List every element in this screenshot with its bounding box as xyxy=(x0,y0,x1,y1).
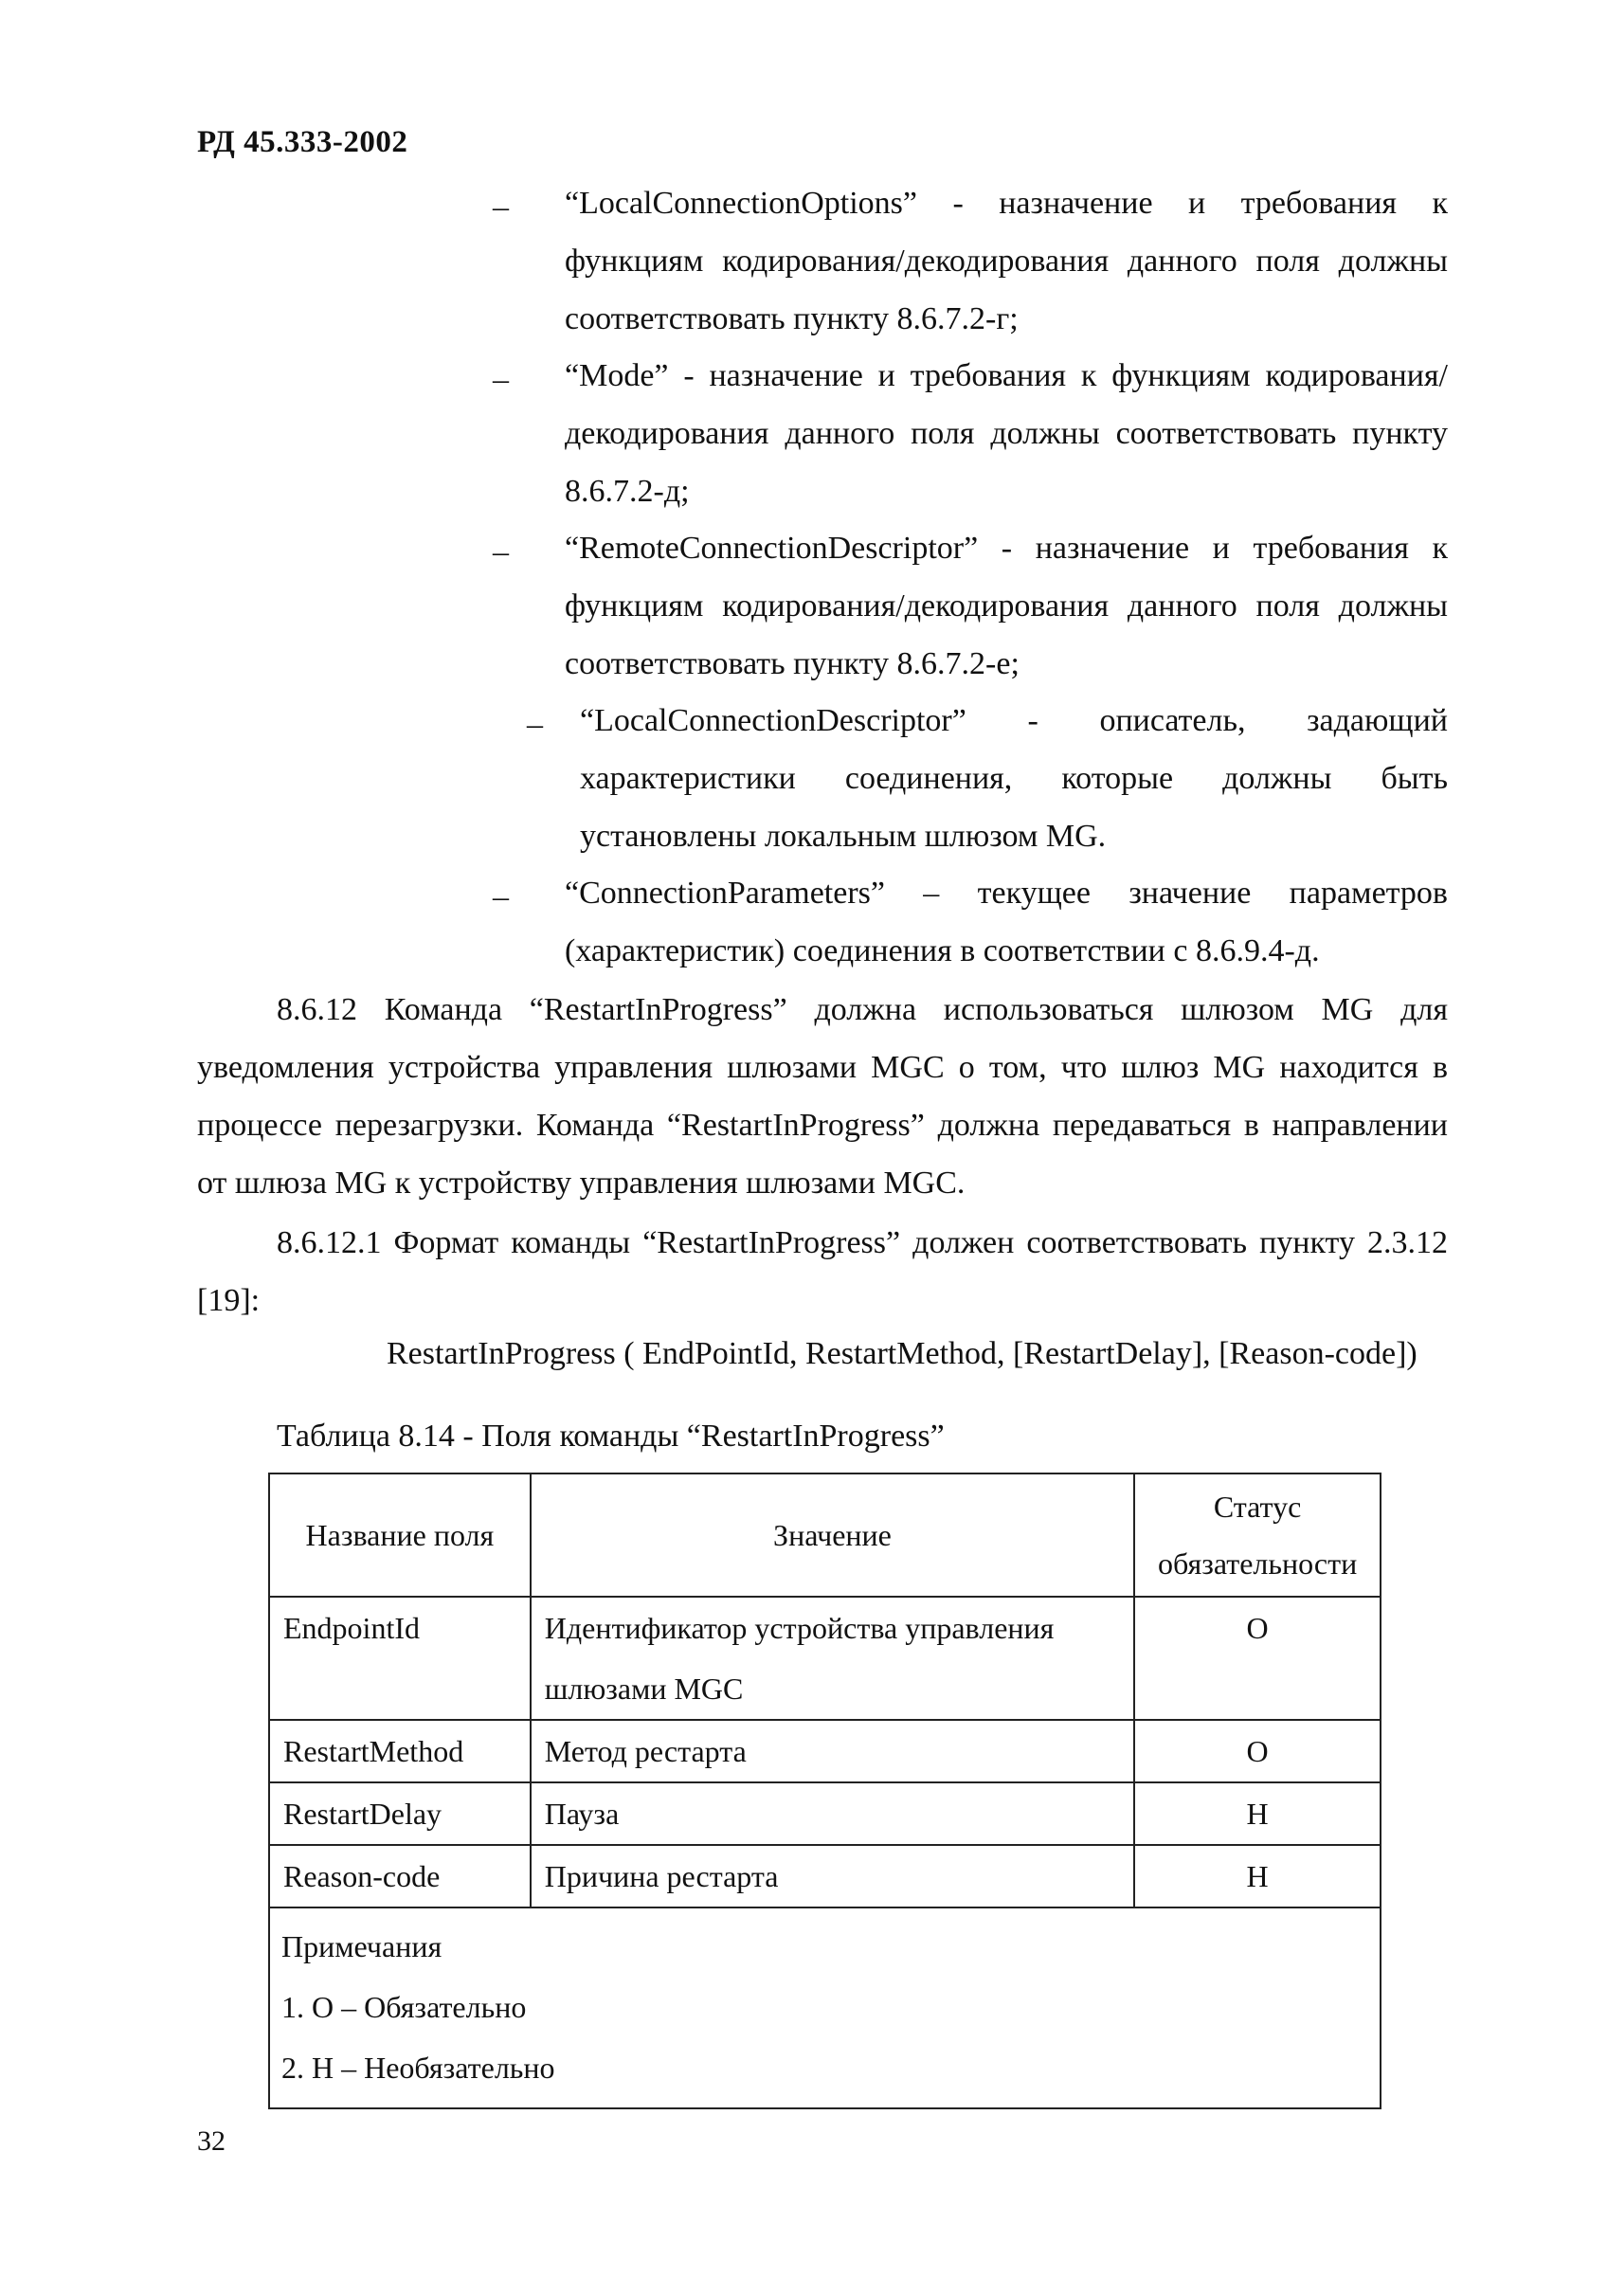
page-number: 32 xyxy=(197,2125,226,2157)
notes-title: Примечания xyxy=(281,1929,442,1963)
bullet-item-connection-parameters: “ConnectionParameters” – текущее значение параметров (характеристик) соединения в соответствии с 8.6.9.4-д. xyxy=(565,876,1448,968)
table-row xyxy=(269,1845,1381,1907)
row-status: Н xyxy=(1134,1782,1381,1845)
row-meaning: Причина рестарта xyxy=(531,1845,1134,1907)
bullet-item-mode: “Mode” - назначение и требования к функциям кодирования/декодирования данного поля должны соответствовать пункту 8.6.7.2-д; xyxy=(565,358,1448,509)
paragraph-8-6-12-1-text: 8.6.12.1 Формат команды “RestartInProgress” должен соответствовать пункту 2.3.12 [19]: xyxy=(197,1225,1448,1318)
row-field: EndpointId xyxy=(269,1597,531,1720)
document-id-header: РД 45.333-2002 xyxy=(197,125,408,159)
paragraph-8-6-12-text: 8.6.12 Команда “RestartInProgress” должна использоваться шлюзом MG для уведомления устройства управления шлюзами MGC о том, что шлюз MG находится в процессе перезагрузки. Команда “RestartInProgress” должна передаваться в направлении от шлюза MG к устройству управления шлюзами MGC. xyxy=(197,992,1448,1201)
table-row xyxy=(269,1720,1381,1782)
restart-fields-table xyxy=(268,1473,1381,2109)
table-caption: Таблица 8.14 - Поля команды “RestartInProgress” xyxy=(277,1419,945,1454)
bullet-item-remote-connection-descriptor: “RemoteConnectionDescriptor” - назначение и требования к функциям кодирования/декодирования данного поля должны соответствовать пункту 8.6.7.2-е; xyxy=(565,531,1448,681)
row-field: RestartMethod xyxy=(269,1720,531,1782)
row-field: Reason-code xyxy=(269,1845,531,1907)
header-status xyxy=(1134,1473,1381,1597)
row-meaning: Идентификатор устройства управления шлюзами MGC xyxy=(531,1597,1134,1720)
bullet-dash: – xyxy=(527,707,543,742)
notes-item: 2. Н – Необязательно xyxy=(281,2051,555,2085)
bullet-dash: – xyxy=(493,879,509,914)
table-notes-row xyxy=(269,1907,1381,2108)
row-field: RestartDelay xyxy=(269,1782,531,1845)
header-status-line1: Статус xyxy=(1213,1490,1302,1524)
table-row xyxy=(269,1782,1381,1845)
bullet-dash: – xyxy=(493,190,509,225)
bullet-dash: – xyxy=(493,362,509,397)
header-field-name: Название поля xyxy=(269,1473,531,1597)
paragraph-8-6-12-1 xyxy=(197,1214,1448,1329)
header-status-line2: обязательности xyxy=(1157,1546,1358,1581)
paragraph-8-6-12 xyxy=(197,981,1448,1212)
row-status: Н xyxy=(1134,1845,1381,1907)
notes-item: 1. О – Обязательно xyxy=(281,1990,527,2024)
row-status: О xyxy=(1134,1597,1381,1720)
table-notes xyxy=(269,1907,1381,2108)
header-meaning: Значение xyxy=(531,1473,1134,1597)
bullet-dash: – xyxy=(493,534,509,569)
row-meaning: Метод рестарта xyxy=(531,1720,1134,1782)
table-header-row xyxy=(269,1473,1381,1597)
bullet-item-local-connection-descriptor: “LocalConnectionDescriptor” - описатель, задающий характеристики соединения, которые должны быть установлены локальным шлюзом MG. xyxy=(580,703,1448,854)
row-meaning: Пауза xyxy=(531,1782,1134,1845)
row-status: О xyxy=(1134,1720,1381,1782)
command-format-formula: RestartInProgress ( EndPointId, RestartMethod, [RestartDelay], [Reason-code]) xyxy=(387,1336,1417,1371)
table-row xyxy=(269,1597,1381,1720)
bullet-item-local-connection-options: “LocalConnectionOptions” - назначение и требования к функциям кодирования/декодирования данного поля должны соответствовать пункту 8.6.7.2-г; xyxy=(565,186,1448,336)
